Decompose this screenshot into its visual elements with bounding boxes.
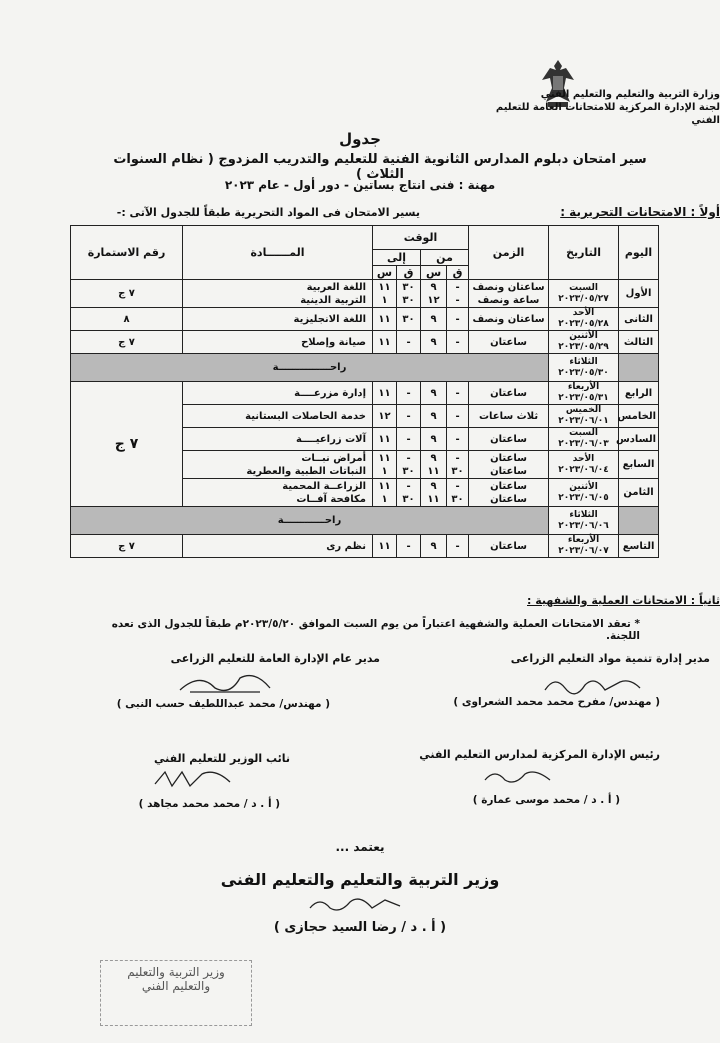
exam-schedule-table — [70, 225, 659, 558]
minister-signature-scrawl — [300, 890, 420, 920]
ministry-header — [480, 88, 720, 127]
signature-3-name: ( أ . د / محمد موسى عمارة ) — [472, 794, 620, 806]
subject-cell: اللغة العربية التربية الدينية — [183, 280, 373, 308]
header-from: من — [421, 250, 469, 266]
header-duration: الزمن — [469, 226, 549, 280]
signature-3-title: رئيس الإدارة المركزية لمدارس التعليم الفني — [419, 748, 660, 761]
rest-label: راحــــــــــــة — [71, 507, 549, 535]
section-b-label: ثانياً : الامتحانات العملية والشفهية : — [527, 594, 720, 607]
signature-4-scrawl — [150, 766, 250, 792]
signature-4-title: نائب الوزير للتعليم الفني — [154, 752, 290, 765]
form-cell: ٧ ج — [71, 280, 183, 308]
rest-row: الثلاثاء ٢٠٢٣/٠٥/٣٠ راحـــــــــــــــة — [71, 354, 659, 382]
table-row: الثامن الأثنين ٢٠٢٣/٠٦/٠٥ ساعتان ساعتان - ٣٠ ٩ ١١ - ٣٠ ١١ ١ الزراعــة المحمية مكافحة آفــات — [71, 479, 659, 507]
document-subtitle: سير امتحان دبلوم المدارس الثانوية الفنية للتعليم والتدريب المزدوج ( نظام السنوات الثلاث ) — [113, 152, 647, 182]
signature-2-scrawl — [170, 668, 280, 698]
table-row: السادس السبت ٢٠٢٣/٠٦/٠٣ ساعتان - ٩ - ١١ آلات زراعيــــة — [71, 428, 659, 451]
table-row: السابع الأحد ٢٠٢٣/٠٦/٠٤ ساعتان ساعتان - ٣٠ ٩ ١١ - ٣٠ ١١ ١ أمراض نبــات النباتات الطبية والعطرية — [71, 451, 659, 479]
document-title: جدول — [339, 130, 381, 148]
from-s-cell: ٩ ١٢ — [421, 280, 447, 308]
header-subject: المــــــادة — [183, 226, 373, 280]
signature-2-name: ( مهندس/ محمد عبداللطيف حسب النبى ) — [116, 698, 330, 710]
section-a-note: يسير الامتحان فى المواد التحريرية طبقاً للجدول الآتى :- — [116, 206, 420, 219]
ministry-line2: لجنة الإدارة المركزية للامتحانات العامة للتعليم الفني — [495, 102, 720, 126]
to-s-cell: ١١ ١ — [373, 280, 397, 308]
rest-label: راحـــــــــــــــة — [71, 354, 549, 382]
to-q-cell: ٣٠ ٣٠ — [397, 280, 421, 308]
table-row: الثالث الأثنين ٢٠٢٣/٠٥/٢٩ ساعتان - ٩ - ١١ صيانة وإصلاح ٧ ج — [71, 331, 659, 354]
signature-1-name: ( مهندس/ مفرح محمد محمد الشعراوى ) — [453, 696, 660, 708]
table-row: الرابع الأربعاء ٢٠٢٣/٠٥/٣١ ساعتان - ٩ - ١١ إدارة مزرعــــة ٧ ج — [71, 382, 659, 405]
header-form-no: رقم الاستمارة — [71, 226, 183, 280]
header-to-s: س — [373, 266, 397, 280]
header-from-q: ق — [447, 266, 469, 280]
header-to: إلى — [373, 250, 421, 266]
minister-name: ( أ . د / رضا السيد حجازى ) — [273, 920, 447, 935]
header-from-s: س — [421, 266, 447, 280]
profession-line: مهنة : فنى انتاج بساتين - دور أول - عام ٢٠٢٣ — [224, 178, 496, 192]
section-b-text: * تعقد الامتحانات العملية والشفهية اعتباراً من يوم السبت الموافق ٢٠٢٣/٥/٢٠م طبقاً للجدول الذى تعده اللجنة. — [111, 618, 640, 642]
rest-row: الثلاثاء ٢٠٢٣/٠٦/٠٦ راحــــــــــــة — [71, 507, 659, 535]
ministry-line1: وزارة التربية والتعليم والتعليم الفني — [540, 89, 720, 100]
table-row: الخامس الخميس ٢٠٢٣/٠٦/٠١ ثلاث ساعات - ٩ - ١٢ خدمة الحاصلات البستانية — [71, 405, 659, 428]
table-row: الثانى الأحد ٢٠٢٣/٠٥/٢٨ ساعتان ونصف - ٩ ٣٠ ١١ اللغة الانجليزية ٨ — [71, 308, 659, 331]
section-a-label: أولاً : الامتحانات التحريرية : — [560, 205, 720, 219]
signature-4-name: ( أ . د / محمد محمد مجاهد ) — [138, 798, 280, 810]
bullet-icon: * — [630, 618, 640, 630]
header-day: اليوم — [619, 226, 659, 280]
signature-2-title: مدير عام الإدارة العامة للتعليم الزراعى — [170, 652, 380, 665]
duration-cell: ساعتان ونصف ساعة ونصف — [469, 280, 549, 308]
day-cell: الأول — [619, 280, 659, 308]
minister-title: وزير التربية والتعليم والتعليم الفنى — [220, 870, 500, 889]
header-to-q: ق — [397, 266, 421, 280]
minister-stamp: وزير التربية والتعليم والتعليم الفني — [100, 960, 252, 1026]
table-row — [71, 280, 659, 308]
form-cell-group: ٧ ج — [71, 382, 183, 507]
from-q-cell: - - — [447, 280, 469, 308]
header-date: التاريخ — [549, 226, 619, 280]
date-cell: السبت ٢٠٢٣/٠٥/٢٧ — [549, 280, 619, 308]
approval-label: يعتمد ... — [335, 840, 385, 854]
header-time: الوقت — [373, 226, 469, 250]
table-row: التاسع الأربعاء ٢٠٢٣/٠٦/٠٧ ساعتان - ٩ - ١١ نظم رى ٧ ج — [71, 535, 659, 558]
signature-3-scrawl — [480, 764, 560, 788]
signature-1-title: مدير إدارة تنمية مواد التعليم الزراعى — [510, 652, 710, 665]
